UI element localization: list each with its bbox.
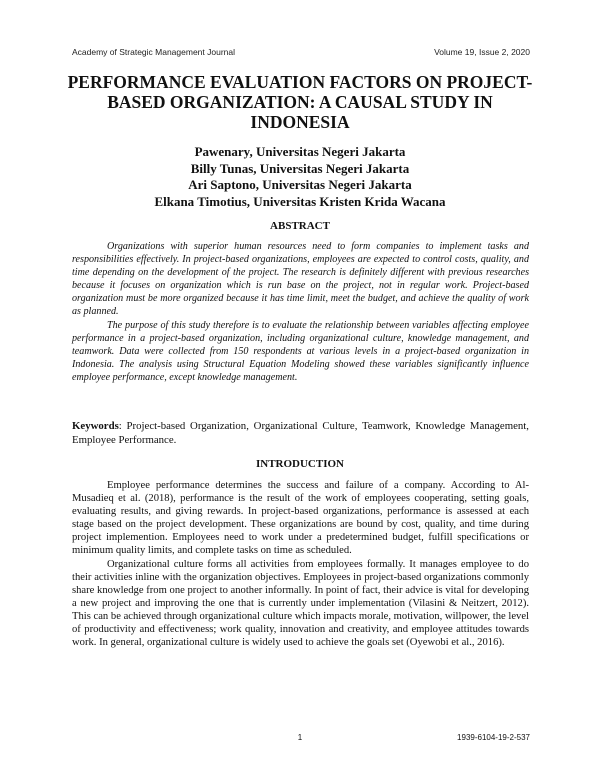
introduction-heading: INTRODUCTION <box>255 458 344 470</box>
keywords <box>72 419 529 447</box>
abstract-heading: ABSTRACT <box>270 220 330 232</box>
page-number: 1 <box>297 733 303 742</box>
abstract-body <box>72 240 529 384</box>
keywords-label: Keywords <box>72 420 119 432</box>
author-line: Pawenary, Universitas Negeri Jakarta <box>194 144 406 159</box>
author-line: Billy Tunas, Universitas Negeri Jakarta <box>190 160 410 176</box>
keywords-text: : Project-based Organization, Organizational Culture, Teamwork, Knowledge Management, Employee Performance. <box>72 420 529 446</box>
issn: 1939-6104-19-2-537 <box>457 733 530 742</box>
body-paragraph: Organizational culture forms all activities from employees formally. It manages employee to do their activities inline with the organization objectives. Employees in project-based organizations commonly share knowledge from one project to another informally. In point of fact, their advice is vital for developing a new project and improving the one that is currently under implementation (Vilasini & Neitzert, 2012). This can be achieved through organizational culture which impacts morale, motivation, willpower, the level of productivity and effectiveness; work quality, innovation and creativity, and employee attitudes towards work. In general, organizational culture is widely used to achieve the goals set (Oyewobi et al., 2016). <box>72 558 529 649</box>
author-line: Ari Saptono, Universitas Negeri Jakarta <box>188 177 412 192</box>
author-line: Elkana Timotius, Universitas Kristen Krida Wacana <box>154 193 446 209</box>
abstract-paragraph: The purpose of this study therefore is to evaluate the relationship between variables affecting employee performance in a project-based organization, including organizational culture, knowledge management, and teamwork. Data were collected from 150 respondents at various levels in a project-based organization in Indonesia. The analysis using Structural Equation Modeling showed these variables significantly influence employee performance, except knowledge management. <box>72 319 529 383</box>
introduction-body <box>72 479 529 649</box>
paper-title: PERFORMANCE EVALUATION FACTORS ON PROJECT-BASED ORGANIZATION: A CAUSAL STUDY IN INDONESIA <box>67 72 533 132</box>
author-list <box>60 144 540 210</box>
volume-issue: Volume 19, Issue 2, 2020 <box>434 47 530 57</box>
body-paragraph: Employee performance determines the success and failure of a company. According to Al-Musadieq et al. (2018), performance is the result of the work of employees cooperating, setting goals, evaluating results, and giving rewards. In project-based organizations, performance is assessed at each stage based on the project development. These organizations are bound by cost, quality, and time during project implemention. Employees need to work under a predetermined budget, fulfill specifications or minimum quality limits, and complete tasks on time as scheduled. <box>72 480 529 557</box>
journal-name: Academy of Strategic Management Journal <box>72 47 236 57</box>
abstract-paragraph: Organizations with superior human resources need to form companies to implement tasks and responsibilities effectively. In project-based organizations, employees are expected to control costs, quality, and time depending on the development of the project. The research is definitely different with previous researches because it focuses on organization which is run base on the project, not in regular work. Project-based organization must be more organized because it has time limit, meet the budget, and achieve the quality of work as planned. <box>72 241 529 318</box>
